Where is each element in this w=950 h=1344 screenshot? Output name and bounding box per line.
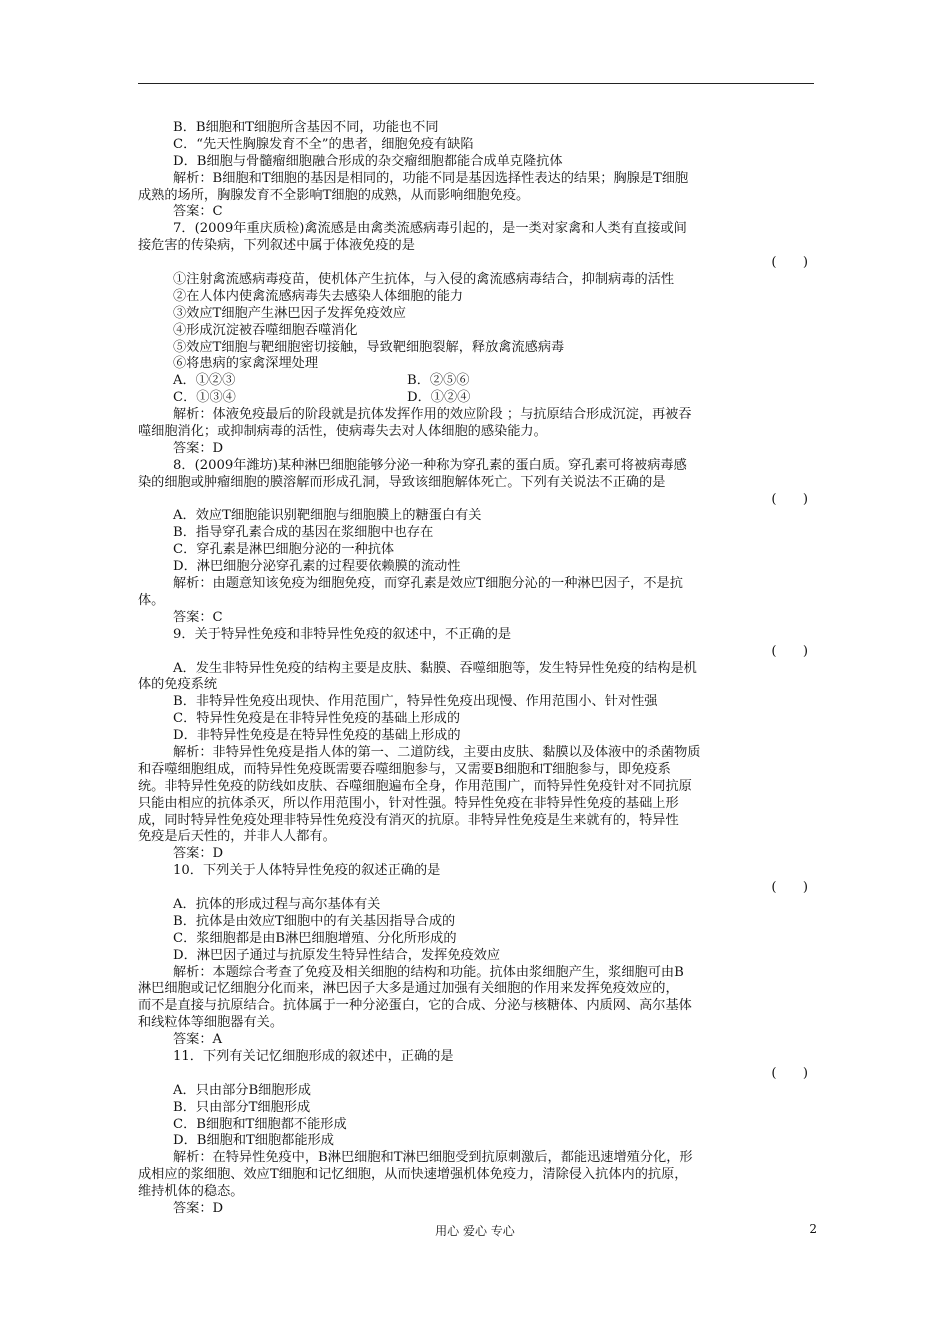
text-line: C．“先天性胸腺发育不全”的患者，细胞免疫有缺陷: [173, 136, 474, 152]
text-line: 接危害的传染病，下列叙述中属于体液免疫的是: [138, 238, 415, 254]
text-line: 8．(2009年潍坊)某种淋巴细胞能够分泌一种称为穿孔素的蛋白质。穿孔素可将被病毒感: [173, 457, 687, 473]
text-line: 统。非特异性免疫的防线如皮肤、吞噬细胞遍布全身，作用范围广，而特异性免疫针对不同抗原: [138, 778, 692, 794]
text-line: 免疫是后天性的，并非人人都有。: [138, 829, 336, 845]
text-line: 解析：非特异性免疫是指人体的第一、二道防线，主要由皮肤、黏膜以及体液中的杀菌物质: [173, 744, 701, 760]
text-line: 染的细胞或肿瘤细胞的膜溶解而形成孔洞，导致该细胞解体死亡。下列有关说法不正确的是: [138, 474, 666, 490]
text-line: 答案：C: [173, 204, 223, 220]
text-line: D．淋巴因子通过与抗原发生特异性结合，发挥免疫效应: [173, 947, 501, 963]
option-row: [173, 390, 814, 407]
text-line: 7．(2009年重庆质检)禽流感是由禽类流感病毒引起的，是一类对家禽和人类有直接或间: [173, 221, 687, 237]
text-line: 噬细胞消化；或抑制病毒的活性，使病毒失去对人体细胞的感染能力。: [138, 424, 547, 440]
text-line: 成相应的浆细胞、效应T细胞和记忆细胞，从而快速增强机体免疫力，清除侵入抗体内的抗原，: [138, 1167, 688, 1183]
text-line: 解析：本题综合考查了免疫及相关细胞的结构和功能。抗体由浆细胞产生，浆细胞可由B: [173, 964, 684, 980]
text-line: 解析：B细胞和T细胞的基因是相同的，功能不同是基因选择性表达的结果；胸腺是T细胞: [173, 170, 689, 186]
text-line: B．指导穿孔素合成的基因在浆细胞中也存在: [173, 525, 434, 541]
text-line: 只能由相应的抗体杀灭，所以作用范围小，针对性强。特异性免疫在非特异性免疫的基础上形: [138, 795, 679, 811]
text-line: 淋巴细胞或记忆细胞分化而来，淋巴因子大多是通过加强有关细胞的作用来发挥免疫效应的，: [138, 981, 679, 997]
text-line: C．特异性免疫是在非特异性免疫的基础上形成的: [173, 711, 461, 727]
answer-blank: ( ): [771, 880, 808, 896]
answer-blank: ( ): [771, 255, 808, 271]
text-line: ①注射禽流感病毒疫苗，使机体产生抗体，与入侵的禽流感病毒结合，抑制病毒的活性: [173, 272, 675, 288]
text-line: D．非特异性免疫是在特异性免疫的基础上形成的: [173, 728, 461, 744]
text-line: ④形成沉淀被吞噬细胞吞噬消化: [173, 322, 358, 338]
text-line: 11．下列有关记忆细胞形成的叙述中，正确的是: [173, 1048, 454, 1064]
text-line: B．非特异性免疫出现快、作用范围广，特异性免疫出现慢、作用范围小、针对性强: [173, 694, 658, 710]
text-line: 答案：C: [173, 609, 223, 625]
text-line: A．只由部分B细胞形成: [173, 1082, 311, 1098]
text-line: A．抗体的形成过程与高尔基体有关: [173, 896, 381, 912]
text-line: ③效应T细胞产生淋巴因子发挥免疫效应: [173, 305, 406, 321]
answer-blank: ( ): [771, 643, 808, 659]
page-number: 2: [809, 1222, 817, 1236]
text-line: 解析：由题意知该免疫为细胞免疫，而穿孔素是效应T细胞分沁的一种淋巴因子，不是抗: [173, 576, 683, 592]
text-line: [138, 390, 814, 407]
option-left: C．①③④: [173, 390, 236, 406]
document-body: [138, 120, 814, 1218]
text-line: 体。: [138, 592, 165, 608]
answer-blank: ( ): [771, 1065, 808, 1081]
text-line: C．B细胞和T细胞都不能形成: [173, 1116, 347, 1132]
option-row: [173, 373, 814, 390]
option-right: D．①②④: [407, 390, 471, 406]
option-right: B．②⑤⑥: [407, 373, 470, 389]
text-line: 维持机体的稳态。: [138, 1184, 244, 1200]
footer-slogan: 用心 爱心 专心: [435, 1224, 515, 1238]
text-line: ⑤效应T细胞与靶细胞密切接触，导致靶细胞裂解，释放禽流感病毒: [173, 339, 565, 355]
text-line: A．发生非特异性免疫的结构主要是皮肤、黏膜、吞噬细胞等，发生特异性免疫的结构是机: [173, 660, 697, 676]
text-line: D．B细胞和T细胞都能形成: [173, 1133, 334, 1149]
text-line: ②在人体内使禽流感病毒失去感染人体细胞的能力: [173, 288, 464, 304]
text-line: D．B细胞与骨髓瘤细胞融合形成的杂交瘤细胞都能合成单克隆抗体: [173, 153, 563, 169]
text-line: B．B细胞和T细胞所含基因不同，功能也不同: [173, 120, 439, 135]
text-line: 解析：体液免疫最后的阶段就是抗体发挥作用的效应阶段 ；与抗原结合形成沉淀，再被吞: [173, 407, 692, 423]
text-line: 成，同时特异性免疫处理非特异性免疫没有消灭的抗原。非特异性免疫是生来就有的，特异性: [138, 812, 679, 828]
text-line: 答案：A: [173, 1032, 223, 1048]
text-line: 成熟的场所，胸腺发育不全影响T细胞的成熟，从而影响细胞免疫。: [138, 187, 530, 203]
text-line: 和吞噬细胞组成，而特异性免疫既需要吞噬细胞参与，又需要B细胞和T细胞参与，即免疫系: [138, 761, 671, 777]
text-line: 答案：D: [173, 1201, 224, 1216]
text-line: B．只由部分T细胞形成: [173, 1099, 311, 1115]
text-line: 和线粒体等细胞器有关。: [138, 1015, 284, 1031]
answer-blank: ( ): [771, 491, 808, 507]
text-line: 体的免疫系统: [138, 677, 218, 693]
text-line: C．浆细胞都是由B淋巴细胞增殖、分化所形成的: [173, 930, 457, 946]
text-line: 答案：D: [173, 440, 224, 456]
text-line: C．穿孔素是淋巴细胞分泌的一种抗体: [173, 542, 395, 558]
text-line: 而不是直接与抗原结合。抗体属于一种分泌蛋白，它的合成、分泌与核糖体、内质网、高尔基体: [138, 998, 692, 1014]
text-line: [138, 373, 814, 390]
text-line: 答案：D: [173, 846, 224, 862]
text-line: 10．下列关于人体特异性免疫的叙述正确的是: [173, 863, 441, 879]
text-line: B．抗体是由效应T细胞中的有关基因指导合成的: [173, 913, 456, 929]
text-line: 解析：在特异性免疫中，B淋巴细胞和T淋巴细胞受到抗原刺激后，都能迅速增殖分化，形: [173, 1150, 693, 1166]
header-rule: [138, 83, 814, 84]
text-line: 9．关于特异性免疫和非特异性免疫的叙述中，不正确的是: [173, 626, 512, 642]
text-line: D．淋巴细胞分泌穿孔素的过程要依赖膜的流动性: [173, 559, 461, 575]
option-left: A．①②③: [173, 373, 236, 389]
text-line: A．效应T细胞能识别靶细胞与细胞膜上的糖蛋白有关: [173, 508, 482, 524]
text-line: ⑥将患病的家禽深埋处理: [173, 356, 319, 372]
